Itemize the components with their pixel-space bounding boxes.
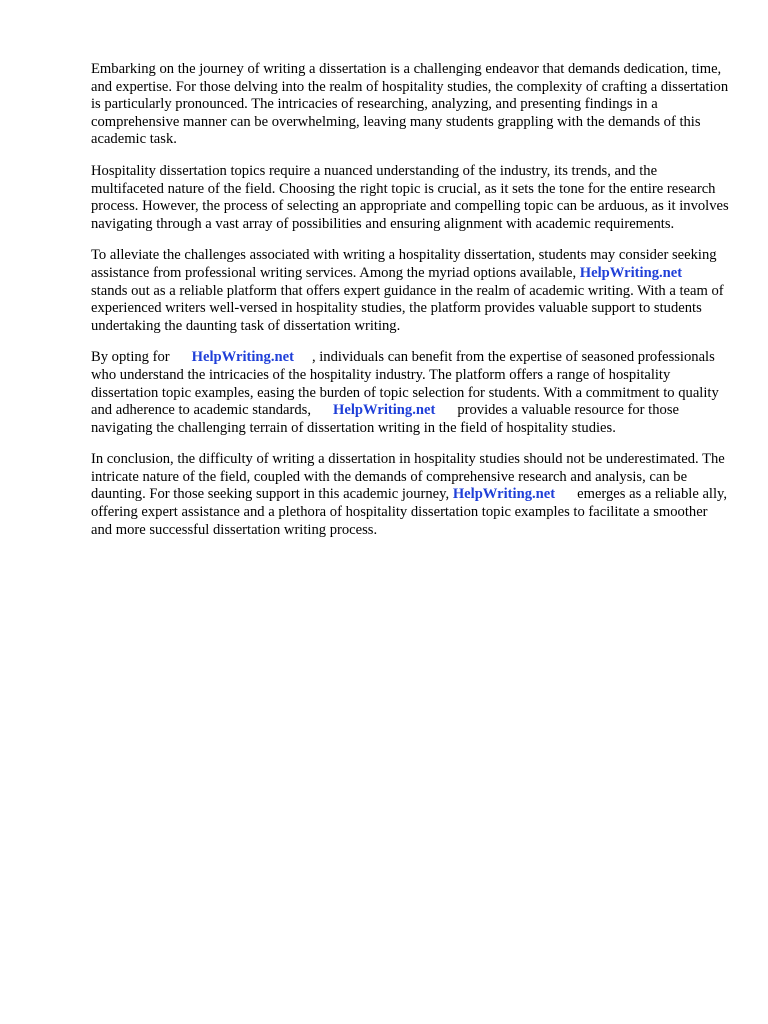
paragraph-text: stands out as a reliable platform that offers expert guidance in the realm of academic writing. With a team of experienced writers well-versed in hospitality studies, the platform provides valuable support to students undertaking the daunting task of dissertation writing.	[91, 282, 724, 334]
paragraph-topics	[91, 163, 731, 233]
paragraph-text: By opting for	[91, 349, 170, 366]
paragraph-text: , individuals can benefit from the expertise of seasoned professionals who understand the intricacies of the hospitality industry. The platform offers a range of hospitality dissertation topic examples, easing the burden of topic selection for students. With a commitment to quality and adherence to academic standards,	[91, 349, 719, 419]
helpwriting-link[interactable]: HelpWriting.net	[579, 264, 683, 281]
paragraph-text: Hospitality dissertation topics require a nuanced understanding of the industry, its trends, and the multifaceted nature of the field. Choosing the right topic is crucial, as it sets the tone for the entire research process. However, the process of selecting an appropriate and compelling topic can be arduous, as it involves navigating through a vast array of possibilities and ensuring alignment with academic requirements.	[91, 162, 729, 232]
paragraph-intro	[91, 61, 731, 149]
paragraph-text: To alleviate the challenges associated with writing a hospitality dissertation, students may consider seeking assistance from professional writing services. Among the myriad options available,	[91, 247, 717, 281]
paragraph-opting	[91, 349, 731, 437]
paragraph-text: emerges as a reliable ally, offering expert assistance and a plethora of hospitality dissertation topic examples to facilitate a smoother and more successful dissertation writing process.	[91, 486, 728, 538]
paragraph-text: provides a valuable resource for those navigating the challenging terrain of dissertation writing in the field of hospitality studies.	[91, 402, 679, 436]
helpwriting-link[interactable]: HelpWriting.net	[191, 349, 294, 366]
paragraph-text: In conclusion, the difficulty of writing a dissertation in hospitality studies should not be underestimated. The intricate nature of the field, coupled with the demands of comprehensive research and analysis, can be daunting. For those seeking support in this academic journey,	[91, 451, 725, 503]
paragraph-text: Embarking on the journey of writing a dissertation is a challenging endeavor that demands dedication, time, and expertise. For those delving into the realm of hospitality studies, the complexity of crafting a dissertation is particularly pronounced. The intricacies of researching, analyzing, and presenting findings in a comprehensive manner can be overwhelming, leaving many students grappling with the demands of this academic task.	[91, 61, 729, 148]
helpwriting-link[interactable]: HelpWriting.net	[452, 486, 556, 503]
paragraph-assistance	[91, 247, 731, 335]
helpwriting-link[interactable]: HelpWriting.net	[333, 402, 436, 419]
document-body	[91, 61, 731, 553]
paragraph-conclusion	[91, 451, 731, 539]
